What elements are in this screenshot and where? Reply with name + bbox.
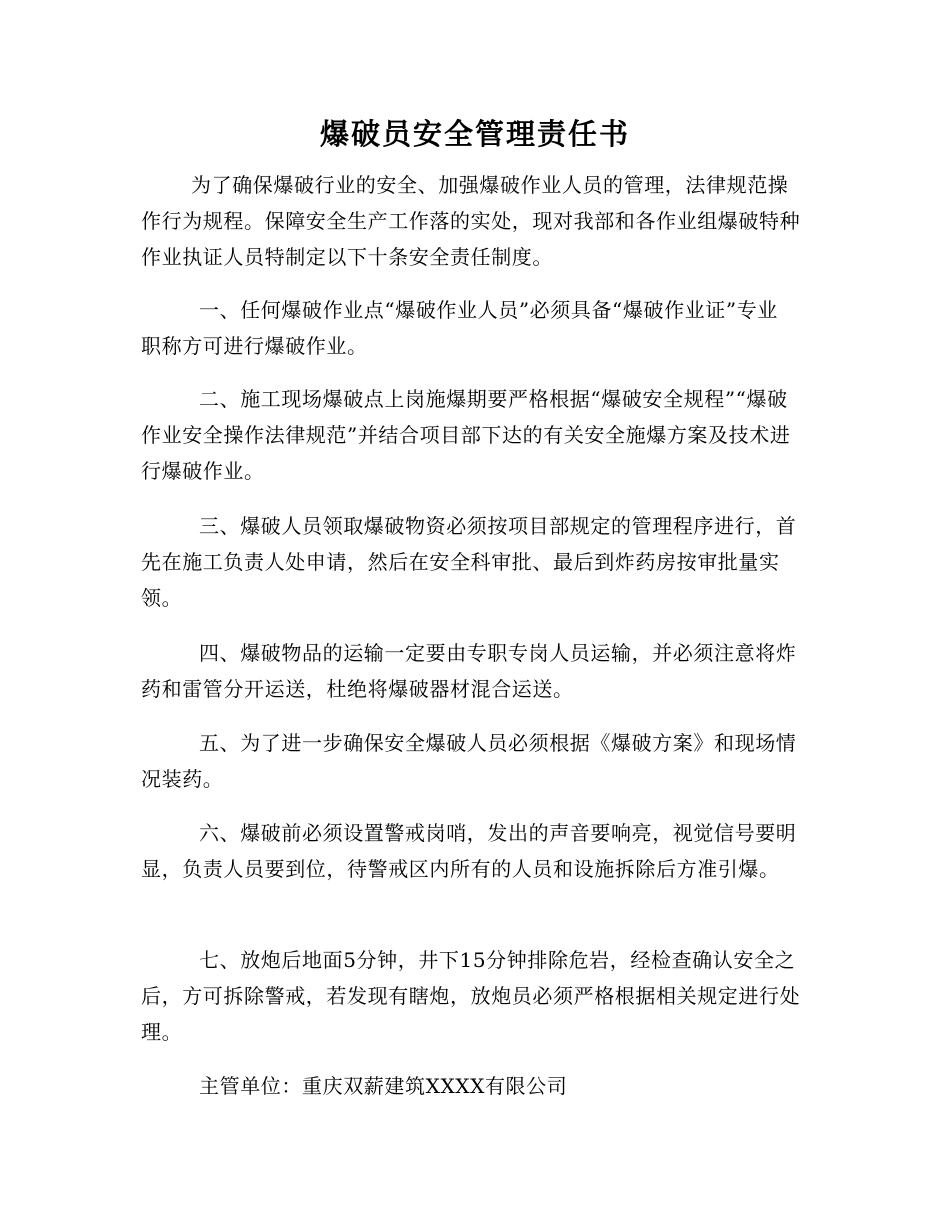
clause-5-text: 五、为了进一步确保安全爆破人员必须根据《爆破方案》和现场情况装药。	[141, 731, 797, 791]
clause-6	[141, 815, 816, 887]
clause-3	[141, 508, 816, 616]
authority-text: 主管单位：重庆双薪建筑XXXX有限公司	[199, 1074, 568, 1098]
clause-2	[141, 381, 801, 489]
page-title: 爆破员安全管理责任书	[319, 117, 630, 151]
clause-6-text: 六、爆破前必须设置警戒岗哨，发出的声音要响亮，视觉信号要明显，负责人员要到位，待警戒区内所有的人员和设施拆除后方准引爆。	[141, 821, 797, 881]
intro-paragraph	[141, 167, 801, 275]
clause-2-text: 二、施工现场爆破点上岗施爆期要严格根据“爆破安全规程”“爆破作业安全操作法律规范”并结合项目部下达的有关安全施爆方案及技术进行爆破作业。	[141, 387, 791, 483]
clause-4	[141, 635, 816, 707]
authority-line	[141, 1068, 816, 1104]
clause-1	[141, 292, 781, 364]
clause-3-text: 三、爆破人员领取爆破物资必须按项目部规定的管理程序进行，首先在施工负责人处申请，然后在安全科审批、最后到炸药房按审批量实领。	[141, 514, 797, 610]
clause-7-text: 七、放炮后地面5分钟，井下15分钟排除危岩，经检查确认安全之后，方可拆除警戒，若发现有瞎炮，放炮员必须严格根据相关规定进行处理。	[141, 948, 801, 1044]
clause-7	[141, 942, 816, 1050]
intro-text: 为了确保爆破行业的安全、加强爆破作业人员的管理，法律规范操作行为规程。保障安全生产工作落的实处，现对我部和各作业组爆破特种作业执证人员特制定以下十条安全责任制度。	[141, 173, 801, 269]
clause-5	[141, 725, 816, 797]
clause-1-text: 一、任何爆破作业点“爆破作业人员”必须具备“爆破作业证”专业职称方可进行爆破作业。	[141, 298, 778, 358]
clause-4-text: 四、爆破物品的运输一定要由专职专岗人员运输，并必须注意将炸药和雷管分开运送，杜绝将爆破器材混合运送。	[141, 641, 797, 701]
